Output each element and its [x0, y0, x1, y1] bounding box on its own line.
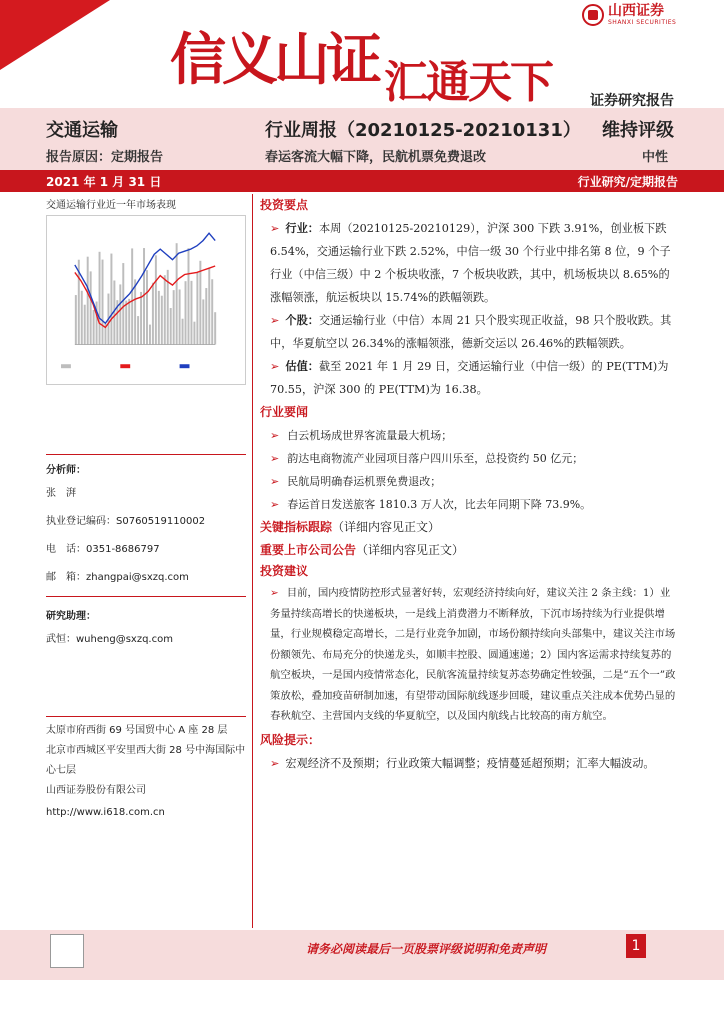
- volume-bar: [214, 312, 216, 344]
- analyst-label: 分析师：: [46, 465, 86, 476]
- volume-bar: [87, 257, 89, 345]
- industry-label: 行业：: [285, 222, 319, 235]
- company-logo: [582, 4, 676, 26]
- company-name: 山西证券股份有限公司: [46, 785, 146, 796]
- report-headline: 春运客流大幅下降，民航机票免费退改: [265, 150, 487, 165]
- arrow-bullet-icon: ➢: [270, 360, 280, 373]
- page-number: 1: [626, 934, 646, 958]
- volume-bar: [99, 252, 101, 345]
- section-risk: 风险提示：: [260, 732, 321, 747]
- news-item: 民航局明确春运机票免费退改；: [287, 475, 442, 488]
- volume-bar: [182, 319, 184, 345]
- valuation-label: 估值：: [285, 360, 319, 373]
- red-corner-decoration: [0, 0, 110, 70]
- volume-bar: [128, 299, 130, 345]
- arrow-bullet-icon: ➢: [270, 452, 280, 465]
- legend-swatch: [120, 364, 130, 368]
- paragraph-industry: [260, 217, 680, 309]
- arrow-bullet-icon: ➢: [270, 587, 279, 599]
- risk-text-block: [260, 752, 680, 775]
- volume-bar: [155, 255, 157, 344]
- legend-swatch: [180, 364, 190, 368]
- volume-bar: [75, 295, 77, 344]
- slogan-right: 汇通天下: [384, 57, 552, 108]
- volume-bar: [110, 254, 112, 345]
- analyst-name: 张 湃: [46, 488, 76, 499]
- chart-title: 交通运输行业近一年市场表现: [46, 200, 176, 211]
- cert-number: 执业登记编码：S0760519110002: [46, 516, 206, 527]
- volume-bar: [102, 260, 104, 345]
- advice-text: 目前，国内疫情防控形式显著好转，宏观经济持续向好，建议关注 2 条主线：1）业务量持续高增长的快递板块，一是线上消费潜力不断释放，下沉市场持续为行业提供增量，行业规模稳定高增长，二是行业竞争加剧，市场份额持续向头部集中，建议关注市场份额领先、布局充分的快递龙头，如顺丰控股、圆通速递；2）国内客运需求持续复苏的航空板块，一是国内疫情常态化，民航客流量持续复苏态势确定性较强，二是“五个一”政策放松，叠加疫苗研制加速，有望带动国际航线逐步回暖，建议重点关注成本优势凸显的春秋航空、主营国内支线的华夏航空，以及国内航线占比较高的南方航空。: [270, 587, 676, 722]
- advice-text-block: [260, 583, 680, 727]
- divider: [46, 716, 246, 717]
- announcements-title: 重要上市公司公告: [260, 543, 357, 557]
- report-category: 行业研究/定期报告: [577, 175, 678, 189]
- volume-bar: [190, 281, 192, 345]
- stocks-text: 交通运输行业（中信）本周 21 只个股实现正收益，98 只个股收跌。其中，华夏航空以 26.34%的涨幅领涨，德新交运以 26.46%的跌幅领跌。: [270, 314, 672, 350]
- arrow-bullet-icon: ➢: [270, 475, 280, 488]
- arrow-bullet-icon: ➢: [270, 756, 280, 770]
- stocks-label: 个股：: [285, 314, 319, 327]
- paragraph-valuation: [260, 355, 680, 401]
- volume-bar: [188, 248, 190, 344]
- logo-cn: 山西证券: [608, 3, 664, 19]
- volume-bar: [205, 288, 207, 344]
- report-date: 2021 年 1 月 31 日: [46, 175, 162, 189]
- volume-bar: [81, 291, 83, 345]
- volume-bar: [211, 279, 213, 344]
- volume-bar: [176, 243, 178, 344]
- paragraph-stocks: [260, 309, 680, 355]
- volume-bar: [185, 281, 187, 344]
- industry-text: 本周（20210125-20210129），沪深 300 下跌 3.91%，创业板下跌 6.54%，交通运输行业下跌 2.52%，中信一级 30 个行业中排名第 8 位，9 个子行业（中信三级）中 2 个板块收涨，7 个板块收跌，其中，机场板块以 8.65%的涨幅领涨，航运板块以 15.74%的跌幅领跌。: [270, 222, 671, 304]
- legend-swatch: [61, 364, 71, 368]
- section-investment-highlights: 投资要点: [260, 198, 309, 212]
- key-indicators-title: 关键指标跟踪: [260, 520, 333, 534]
- address-beijing: 北京市西城区平安里西大街 28 号中海国际中心七层: [46, 745, 246, 776]
- volume-bar: [173, 290, 175, 344]
- rating-value: 中性: [641, 150, 668, 165]
- volume-bar: [161, 296, 163, 345]
- arrow-bullet-icon: ➢: [270, 222, 280, 235]
- volume-bar: [193, 322, 195, 345]
- logo-en: SHANXI SECURITIES: [608, 19, 677, 26]
- risk-text: 宏观经济不及预期；行业政策大幅调整；疫情蔓延超预期；汇率大幅波动。: [285, 756, 655, 770]
- list-item: [260, 424, 680, 447]
- volume-bar: [164, 275, 166, 344]
- volume-bar: [179, 289, 181, 344]
- column-divider: [252, 194, 253, 928]
- volume-bar: [122, 263, 124, 344]
- rating-label: 维持评级: [602, 120, 674, 141]
- volume-bar: [119, 284, 121, 344]
- header-banner: [0, 0, 724, 108]
- volume-bar: [208, 269, 210, 345]
- qr-code-icon: [50, 934, 84, 968]
- address-taiyuan: 太原市府西街 69 号国贸中心 A 座 28 层: [46, 725, 228, 736]
- divider: [46, 596, 246, 597]
- volume-bar: [125, 301, 127, 345]
- report-reason: 报告原因：定期报告: [46, 150, 164, 165]
- volume-bar: [158, 291, 160, 345]
- volume-bar: [131, 248, 133, 344]
- volume-bar: [170, 308, 172, 344]
- list-item: [260, 447, 680, 470]
- assistant-contact[interactable]: 武恒：wuheng@sxzq.com: [46, 634, 173, 645]
- news-item: 韵达电商物流产业园项目落户四川乐至，总投资约 50 亿元；: [287, 452, 584, 465]
- news-item: 白云机场成世界客流量最大机场；: [287, 429, 453, 442]
- volume-bar: [202, 299, 204, 344]
- company-website[interactable]: http://www.i618.com.cn: [46, 807, 165, 818]
- market-performance-chart: [46, 215, 246, 385]
- announcements-note: （详细内容见正文）: [356, 543, 465, 557]
- volume-bar: [137, 316, 139, 344]
- assistant-label: 研究助理：: [46, 611, 96, 622]
- volume-bar: [196, 273, 198, 345]
- section-industry-news: 行业要闻: [260, 405, 309, 419]
- report-type: 证券研究报告: [590, 93, 674, 108]
- arrow-bullet-icon: ➢: [270, 314, 280, 327]
- disclaimer: 请务必阅读最后一页股票评级说明和免责声明: [306, 942, 547, 956]
- list-item: [260, 470, 680, 493]
- volume-bar: [90, 271, 92, 344]
- logo-mark-icon: [582, 4, 604, 26]
- volume-bar: [93, 310, 95, 345]
- volume-bar: [84, 305, 86, 345]
- section-key-indicators: [260, 518, 680, 535]
- key-indicators-note: （详细内容见正文）: [332, 520, 441, 534]
- sidebar: [46, 196, 246, 823]
- arrow-bullet-icon: ➢: [270, 429, 280, 442]
- phone: 电 话：0351-8686797: [46, 544, 160, 555]
- main-content: [260, 194, 680, 775]
- valuation-text: 截至 2021 年 1 月 29 日，交通运输行业（中信一级）的 PE(TTM)为 70.55，沪深 300 的 PE(TTM)为 16.38。: [270, 360, 669, 396]
- news-item: 春运首日发送旅客 1810.3 万人次，比去年同期下降 73.9%。: [287, 498, 592, 511]
- volume-bar: [146, 270, 148, 344]
- volume-bar: [149, 325, 151, 345]
- section-investment-advice: 投资建议: [260, 564, 309, 578]
- email[interactable]: 邮 箱：zhangpai@sxzq.com: [46, 572, 189, 583]
- volume-bar: [152, 283, 154, 345]
- volume-bar: [140, 292, 142, 345]
- slogan-left: 信义山证: [170, 27, 378, 93]
- arrow-bullet-icon: ➢: [270, 498, 280, 511]
- section-company-announcements: [260, 541, 680, 558]
- report-title: 行业周报（20210125-20210131）: [265, 120, 581, 141]
- report-header: [0, 108, 724, 170]
- list-item: [260, 493, 680, 516]
- volume-bar: [199, 261, 201, 345]
- divider: [46, 454, 246, 455]
- date-bar: [0, 170, 724, 192]
- volume-bar: [134, 279, 136, 344]
- industry-name: 交通运输: [46, 120, 118, 141]
